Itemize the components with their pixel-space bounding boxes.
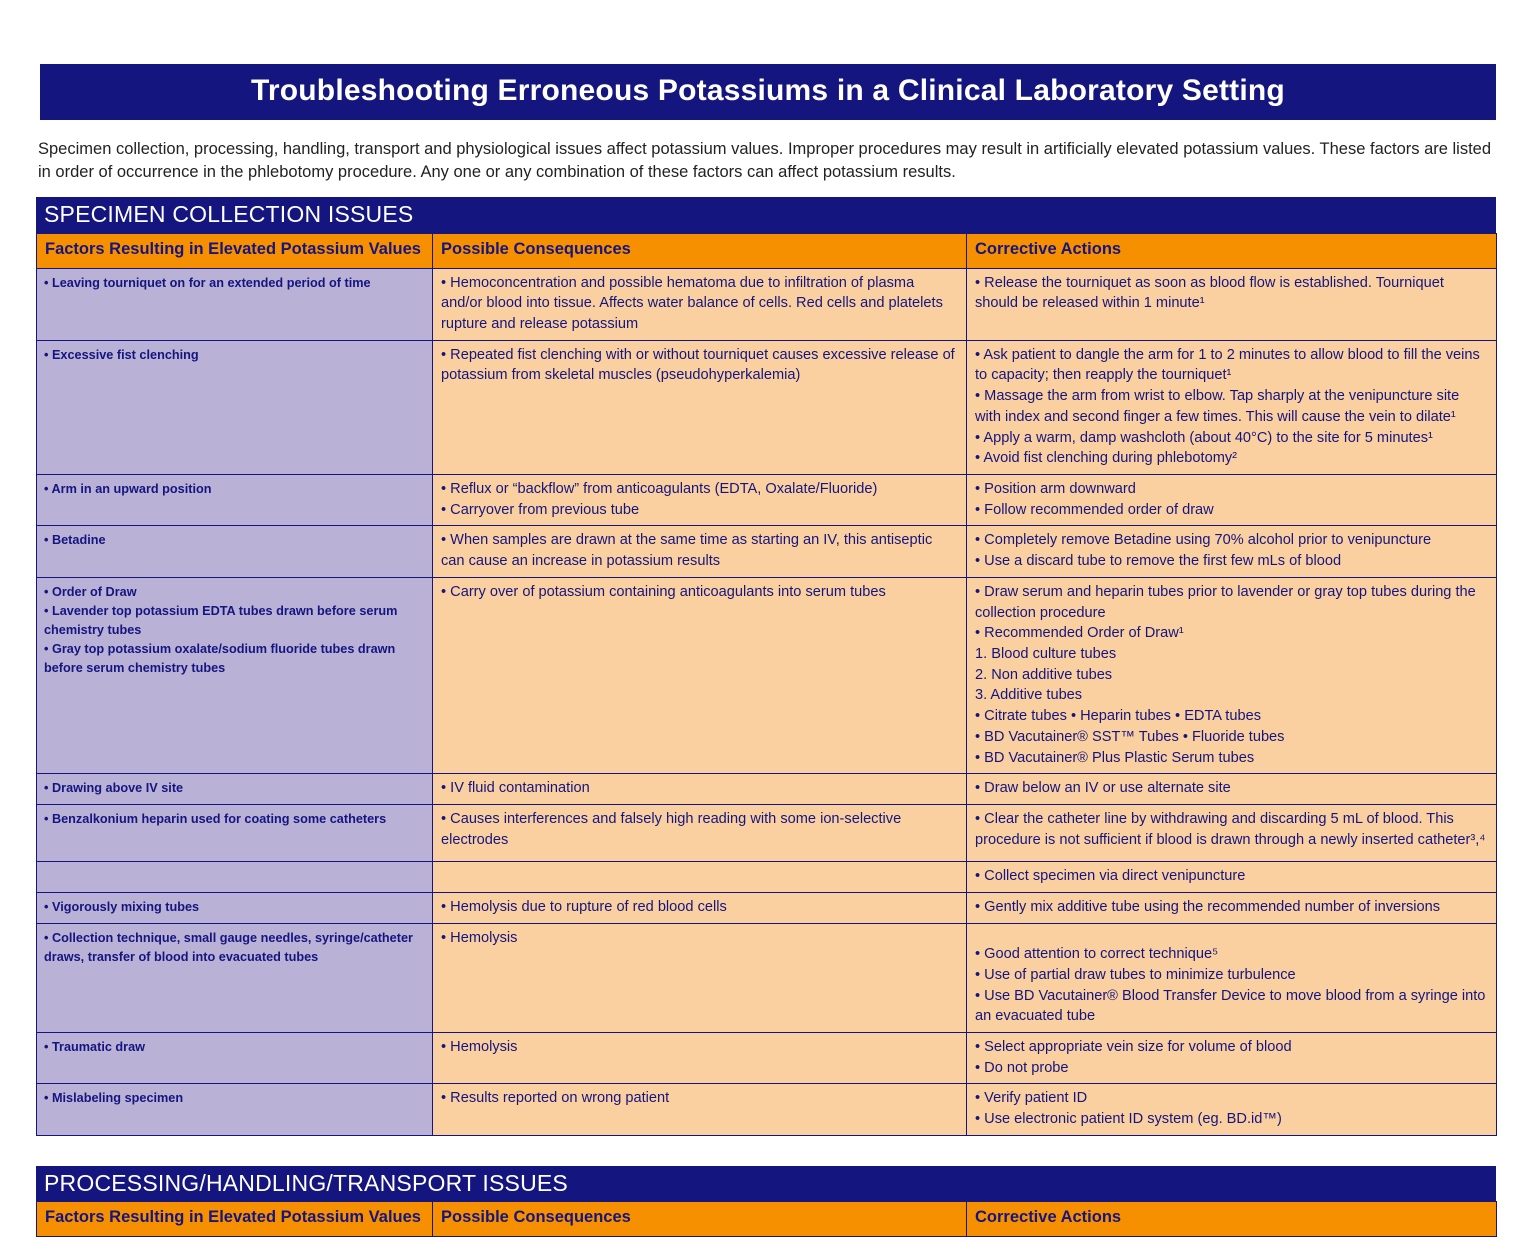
cell-factors: • Order of Draw • Lavender top potassium EDTA tubes drawn before serum chemistry tubes • Gray top potassium oxalate/sodium fluoride tubes drawn before serum chemistry tubes <box>37 577 433 773</box>
cell-consequences: • Causes interferences and falsely high reading with some ion-selective electrodes <box>433 805 967 862</box>
cell-actions: • Clear the catheter line by withdrawing and discarding 5 mL of blood. This procedure is not sufficient if blood is drawn through a newly inserted catheter³,⁴ <box>967 805 1497 862</box>
processing-handling-transport-table <box>36 1201 1497 1237</box>
cell-factors: • Excessive fist clenching <box>37 340 433 474</box>
column-header-consequences: Possible Consequences <box>433 233 967 268</box>
cell-consequences: • Results reported on wrong patient <box>433 1084 967 1135</box>
table-row <box>37 1033 1497 1084</box>
cell-factors: • Betadine <box>37 526 433 577</box>
cell-consequences: • Repeated fist clenching with or without tourniquet causes excessive release of potassium from skeletal muscles (pseudohyperkalemia) <box>433 340 967 474</box>
cell-consequences: • IV fluid contamination <box>433 774 967 805</box>
cell-factors: • Mislabeling specimen <box>37 1084 433 1135</box>
cell-actions: • Draw serum and heparin tubes prior to lavender or gray top tubes during the collection procedure • Recommended Order of Draw¹ 1. Blood culture tubes 2. Non additive tubes 3. Additive tubes • Citrate tubes • Heparin tubes • EDTA tubes • BD Vacutainer® SST™ Tubes • Fluoride tubes • BD Vacutainer® Plus Plastic Serum tubes <box>967 577 1497 773</box>
document-page <box>0 64 1536 1251</box>
cell-factors: • Collection technique, small gauge needles, syringe/catheter draws, transfer of blood into evacuated tubes <box>37 924 433 1033</box>
cell-consequences: • Carry over of potassium containing anticoagulants into serum tubes <box>433 577 967 773</box>
cell-consequences <box>433 862 967 893</box>
page-title: Troubleshooting Erroneous Potassiums in a Clinical Laboratory Setting <box>40 64 1496 120</box>
cell-factors <box>37 862 433 893</box>
cell-factors: • Arm in an upward position <box>37 475 433 526</box>
cell-consequences: • Hemoconcentration and possible hematoma due to infiltration of plasma and/or blood into tissue. Affects water balance of cells. Red cells and platelets rupture and release potassium <box>433 268 967 340</box>
cell-factors: • Benzalkonium heparin used for coating some catheters <box>37 805 433 862</box>
section-heading-processing-handling-transport: PROCESSING/HANDLING/TRANSPORT ISSUES <box>36 1166 1496 1201</box>
column-header-factors: Factors Resulting in Elevated Potassium Values <box>37 233 433 268</box>
column-header-consequences: Possible Consequences <box>433 1202 967 1237</box>
cell-actions: • Verify patient ID • Use electronic patient ID system (eg. BD.id™) <box>967 1084 1497 1135</box>
cell-actions: • Release the tourniquet as soon as blood flow is established. Tourniquet should be released within 1 minute¹ <box>967 268 1497 340</box>
table-row <box>37 862 1497 893</box>
cell-consequences: • Hemolysis <box>433 924 967 1033</box>
cell-actions: • Select appropriate vein size for volume of blood • Do not probe <box>967 1033 1497 1084</box>
table-row <box>37 1084 1497 1135</box>
table-row <box>37 268 1497 340</box>
table-header-row <box>37 1202 1497 1237</box>
cell-actions: • Collect specimen via direct venipuncture <box>967 862 1497 893</box>
table-row <box>37 577 1497 773</box>
table-row <box>37 893 1497 924</box>
table-row <box>37 340 1497 474</box>
column-header-actions: Corrective Actions <box>967 233 1497 268</box>
column-header-actions: Corrective Actions <box>967 1202 1497 1237</box>
cell-factors: • Drawing above IV site <box>37 774 433 805</box>
cell-actions: • Draw below an IV or use alternate site <box>967 774 1497 805</box>
column-header-factors: Factors Resulting in Elevated Potassium Values <box>37 1202 433 1237</box>
cell-actions: • Completely remove Betadine using 70% alcohol prior to venipuncture • Use a discard tube to remove the first few mLs of blood <box>967 526 1497 577</box>
specimen-collection-table <box>36 233 1497 1136</box>
cell-consequences: • Reflux or “backflow” from anticoagulants (EDTA, Oxalate/Fluoride) • Carryover from previous tube <box>433 475 967 526</box>
section-heading-specimen-collection: SPECIMEN COLLECTION ISSUES <box>36 197 1496 232</box>
cell-consequences: • Hemolysis due to rupture of red blood cells <box>433 893 967 924</box>
cell-actions: • Gently mix additive tube using the recommended number of inversions <box>967 893 1497 924</box>
table-row <box>37 774 1497 805</box>
cell-factors: • Leaving tourniquet on for an extended period of time <box>37 268 433 340</box>
cell-consequences: • Hemolysis <box>433 1033 967 1084</box>
cell-factors: • Traumatic draw <box>37 1033 433 1084</box>
table-row <box>37 805 1497 862</box>
cell-actions: • Ask patient to dangle the arm for 1 to 2 minutes to allow blood to fill the veins to capacity; then reapply the tourniquet¹ • Massage the arm from wrist to elbow. Tap sharply at the venipuncture site with index and second finger a few times. This will cause the vein to dilate¹ • Apply a warm, damp washcloth (about 40°C) to the site for 5 minutes¹ • Avoid fist clenching during phlebotomy² <box>967 340 1497 474</box>
cell-factors: • Vigorously mixing tubes <box>37 893 433 924</box>
intro-paragraph: Specimen collection, processing, handling, transport and physiological issues affect potassium values. Improper procedures may result in artificially elevated potassium values. These factors are listed in order of occurrence in the phlebotomy procedure. Any one or any combination of these factors can affect potassium results. <box>38 139 1492 182</box>
table-row <box>37 924 1497 1033</box>
cell-consequences: • When samples are drawn at the same time as starting an IV, this antiseptic can cause an increase in potassium results <box>433 526 967 577</box>
cell-actions: • Position arm downward • Follow recommended order of draw <box>967 475 1497 526</box>
cell-actions: • Good attention to correct technique⁵ • Use of partial draw tubes to minimize turbulence • Use BD Vacutainer® Blood Transfer Device to move blood from a syringe into an evacuated tube <box>967 924 1497 1033</box>
table-header-row <box>37 233 1497 268</box>
table-row <box>37 475 1497 526</box>
table-row <box>37 526 1497 577</box>
